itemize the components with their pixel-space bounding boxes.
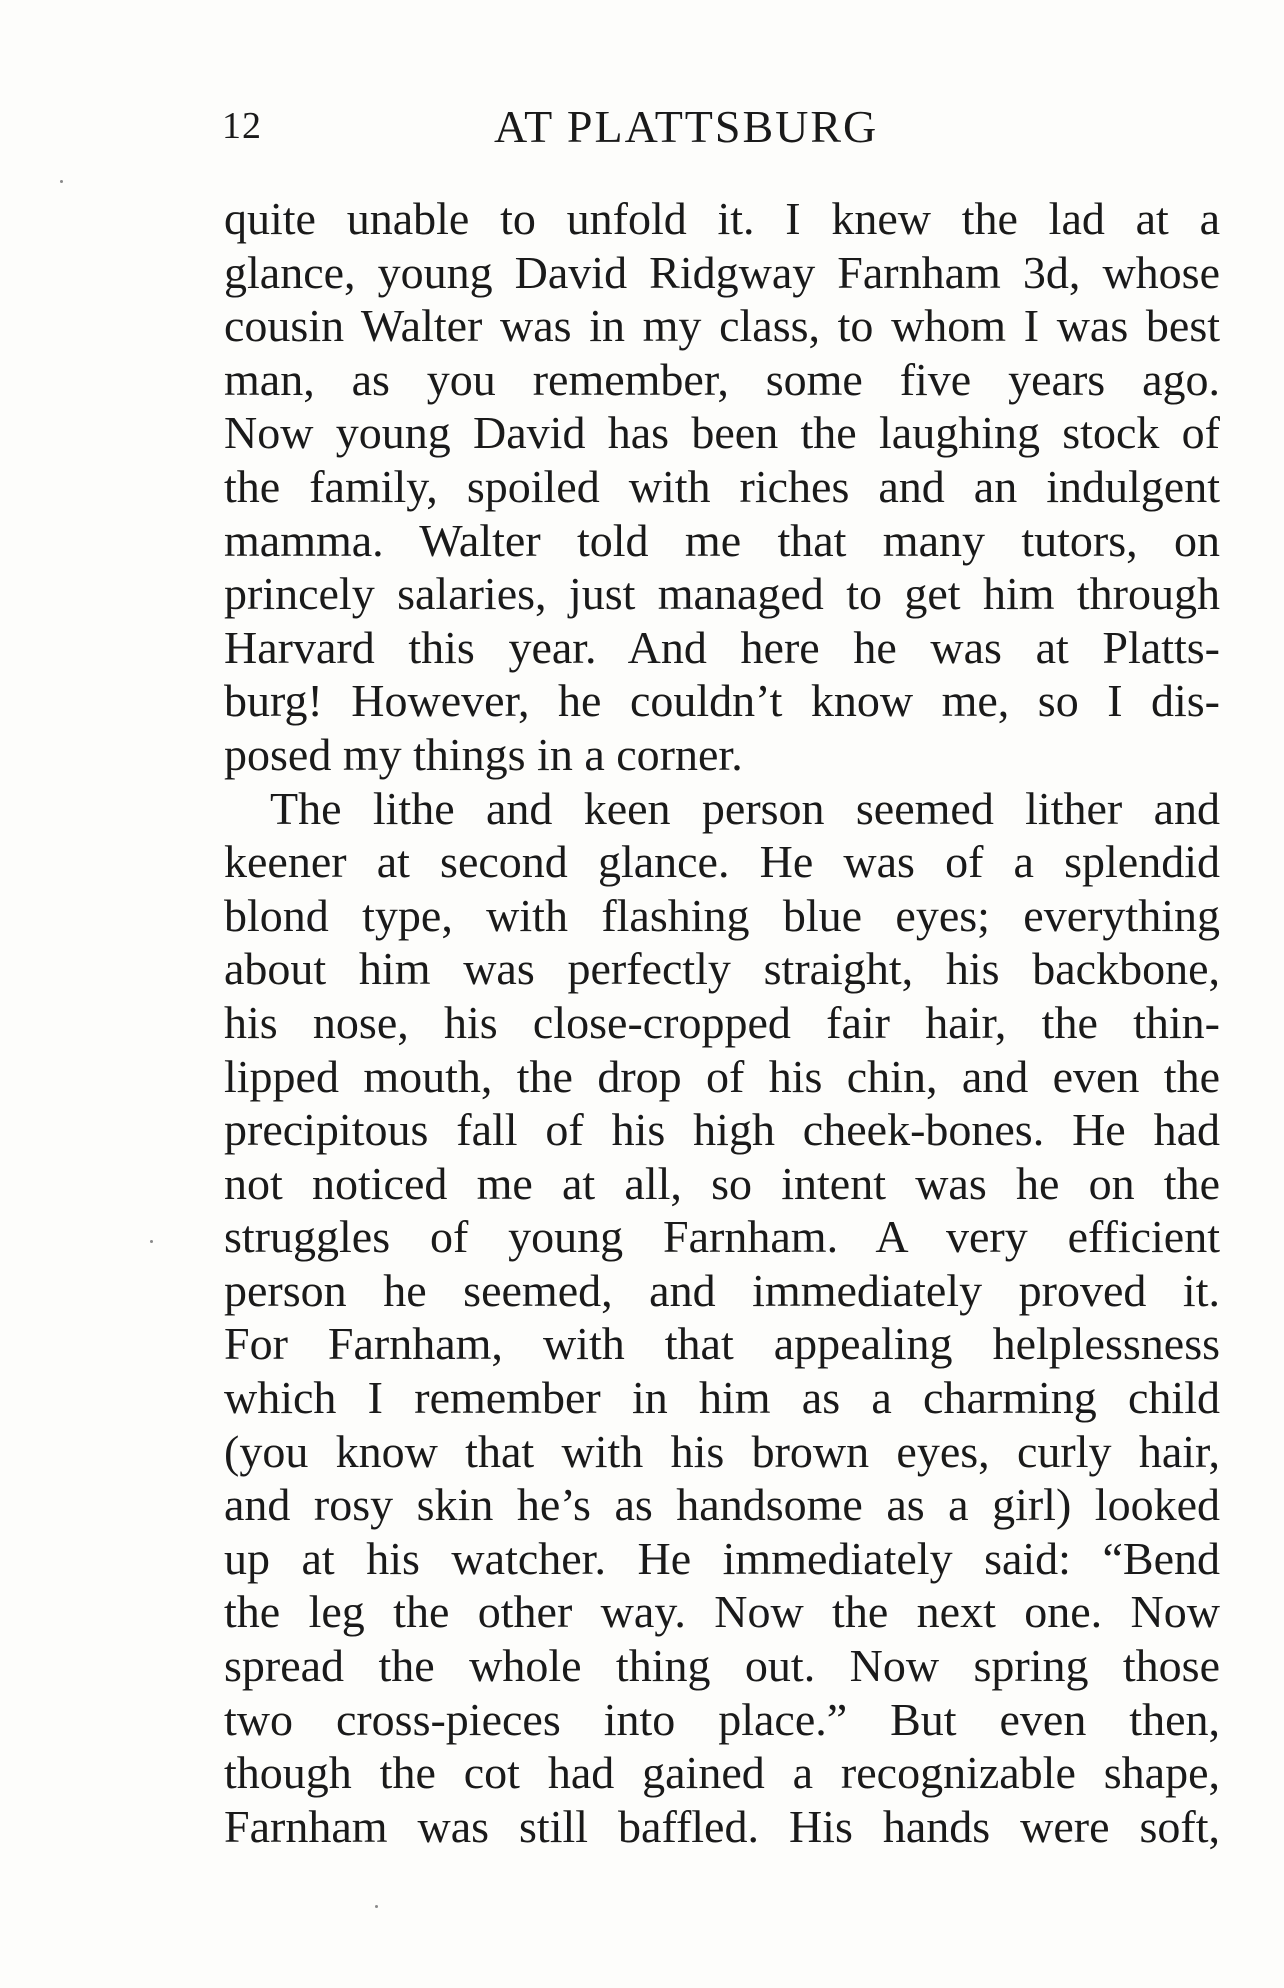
text-line: Now young David has been the laughing stock of: [224, 407, 1220, 459]
text-line: For Farnham, with that appealing helplessness: [224, 1318, 1220, 1370]
paragraph-2: [224, 782, 1220, 1854]
text-line: princely salaries, just managed to get him through: [224, 568, 1220, 620]
text-line: quite unable to unfold it. I knew the lad at a: [224, 193, 1220, 244]
text-line: though the cot had gained a recognizable shape,: [224, 1747, 1220, 1799]
text-line: mamma. Walter told me that many tutors, on: [224, 514, 1220, 566]
text-line: cousin Walter was in my class, to whom I was best: [224, 300, 1220, 352]
text-line: keener at second glance. He was of a splendid: [224, 836, 1220, 888]
text-line: up at his watcher. He immediately said: “Bend: [224, 1532, 1220, 1584]
text-line: burg! However, he couldn’t know me, so I dis-: [224, 675, 1220, 727]
scan-speck: [150, 1240, 153, 1243]
text-line: which I remember in him as a charming child: [224, 1372, 1220, 1424]
text-line: spread the whole thing out. Now spring those: [224, 1640, 1220, 1692]
text-line: posed my things in a corner.: [224, 728, 743, 780]
text-line: and rosy skin he’s as handsome as a girl) looked: [224, 1479, 1220, 1531]
text-line: glance, young David Ridgway Farnham 3d, whose: [224, 246, 1220, 298]
text-line: two cross-pieces into place.” But even then,: [224, 1693, 1220, 1745]
text-line: Farnham was still baffled. His hands were soft,: [224, 1800, 1220, 1852]
paragraph-1: [224, 192, 1220, 782]
scan-speck: [60, 180, 63, 183]
text-line: man, as you remember, some five years ago.: [224, 353, 1220, 405]
page-number: 12: [222, 105, 262, 147]
text-line: person he seemed, and immediately proved it.: [224, 1264, 1220, 1316]
text-line: his nose, his close-cropped fair hair, the thin-: [224, 996, 1220, 1048]
text-line: not noticed me at all, so intent was he on the: [224, 1157, 1220, 1209]
text-line: precipitous fall of his high cheek-bones. He had: [224, 1104, 1220, 1156]
text-line: struggles of young Farnham. A very efficient: [224, 1211, 1220, 1263]
text-line: (you know that with his brown eyes, curly hair,: [224, 1425, 1220, 1477]
text-line: blond type, with flashing blue eyes; everything: [224, 889, 1220, 941]
text-line: lipped mouth, the drop of his chin, and even the: [224, 1050, 1220, 1102]
body-text: [224, 192, 1220, 1853]
text-line: the family, spoiled with riches and an indulgent: [224, 460, 1220, 512]
text-line: Harvard this year. And here he was at Platts-: [224, 621, 1220, 673]
running-head: AT PLATTSBURG: [494, 101, 879, 152]
page-header: [222, 100, 1222, 160]
text-line: The lithe and keen person seemed lither and: [270, 782, 1220, 834]
text-line: about him was perfectly straight, his backbone,: [224, 943, 1220, 995]
text-line: the leg the other way. Now the next one. Now: [224, 1586, 1220, 1638]
scan-speck: [375, 1905, 378, 1908]
